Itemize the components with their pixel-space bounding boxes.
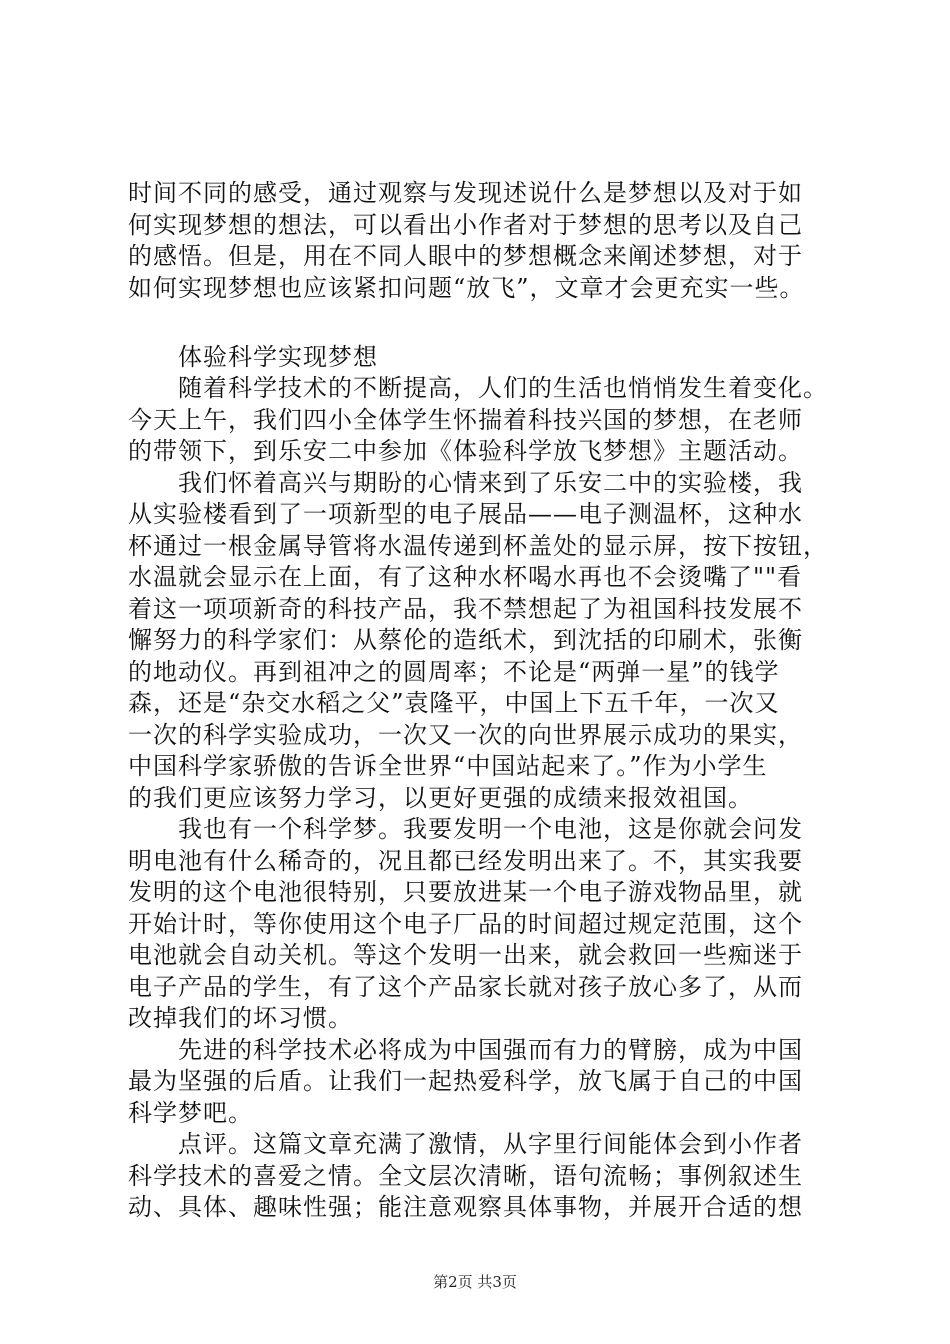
page-footer: 第2页 共3页: [433, 1273, 517, 1291]
text-line: 时间不同的感受，通过观察与发现述说什么是梦想以及对于如: [128, 179, 803, 207]
text-line: 的带领下，到乐安二中参加《体验科学放飞梦想》主题活动。: [128, 437, 803, 466]
text-line: 点评。这篇文章充满了激情，从字里行间能体会到小作者: [128, 1130, 803, 1159]
text-line: 先进的科学技术必将成为中国强而有力的臂膀，成为中国: [128, 1035, 803, 1064]
text-line: 中国科学家骄傲的告诉全世界“中国站起来了。”作为小学生: [128, 752, 768, 781]
text-line: 如何实现梦想也应该紧扣问题“放飞”，文章才会更充实一些。: [128, 273, 805, 302]
text-line: 明电池有什么稀奇的，况且都已经发明出来了。不，其实我要: [128, 846, 803, 875]
text-line: 最为坚强的后盾。让我们一起热爱科学，放飞属于自己的中国: [128, 1067, 803, 1096]
text-line: 的我们更应该努力学习，以更好更强的成绩来报效祖国。: [128, 783, 753, 812]
text-line: 水温就会显示在上面，有了这种水杯喝水再也不会烫嘴了""看: [128, 563, 803, 592]
text-line: 我们怀着高兴与期盼的心情来到了乐安二中的实验楼，我: [128, 468, 803, 497]
article-title: 体验科学实现梦想: [128, 342, 378, 371]
text-line: 科学梦吧。: [128, 1098, 253, 1127]
text-line: 改掉我们的坏习惯。: [128, 1004, 353, 1033]
text-line: 随着科学技术的不断提高，人们的生活也悄悄发生着变化。: [128, 374, 828, 403]
text-line: 电池就会自动关机。等这个发明一出来，就会救回一些痴迷于: [128, 941, 803, 970]
text-line: 电子产品的学生，有了这个产品家长就对孩子放心多了，从而: [128, 972, 803, 1001]
text-line: 懈努力的科学家们：从蔡伦的造纸术，到沈括的印刷术，张衡: [128, 626, 803, 655]
text-line: 发明的这个电池很特别，只要放进某一个电子游戏物品里，就: [128, 878, 803, 907]
text-line: 从实验楼看到了一项新型的电子展品——电子测温杯，这种水: [128, 500, 803, 529]
text-line: 一次的科学实验成功，一次又一次的向世界展示成功的果实，: [128, 720, 803, 749]
text-line: 的地动仪。再到祖冲之的圆周率；不论是“两弹一星”的钱学: [128, 657, 780, 686]
text-line: 何实现梦想的想法，可以看出小作者对于梦想的思考以及自己: [128, 210, 803, 239]
text-line: 森，还是“杂交水稻之父”袁隆平，中国上下五千年，一次又: [128, 689, 780, 718]
text-line: 着这一项项新奇的科技产品，我不禁想起了为祖国科技发展不: [128, 594, 803, 623]
text-line: 我也有一个科学梦。我要发明一个电池，这是你就会问发: [128, 815, 803, 844]
text-line: 科学技术的喜爱之情。全文层次清晰，语句流畅；事例叙述生: [128, 1161, 803, 1190]
text-line: 的感悟。但是，用在不同人眼中的梦想概念来阐述梦想，对于: [128, 242, 803, 270]
text-line: 动、具体、趣味性强；能注意观察具体事物，并展开合适的想: [128, 1193, 803, 1222]
text-line: 开始计时，等你使用这个电子厂品的时间超过规定范围，这个: [128, 909, 803, 938]
text-line: 今天上午，我们四小全体学生怀揣着科技兴国的梦想，在老师: [128, 405, 803, 434]
text-line: 杯通过一根金属导管将水温传递到杯盖处的显示屏，按下按钮，: [128, 531, 828, 560]
